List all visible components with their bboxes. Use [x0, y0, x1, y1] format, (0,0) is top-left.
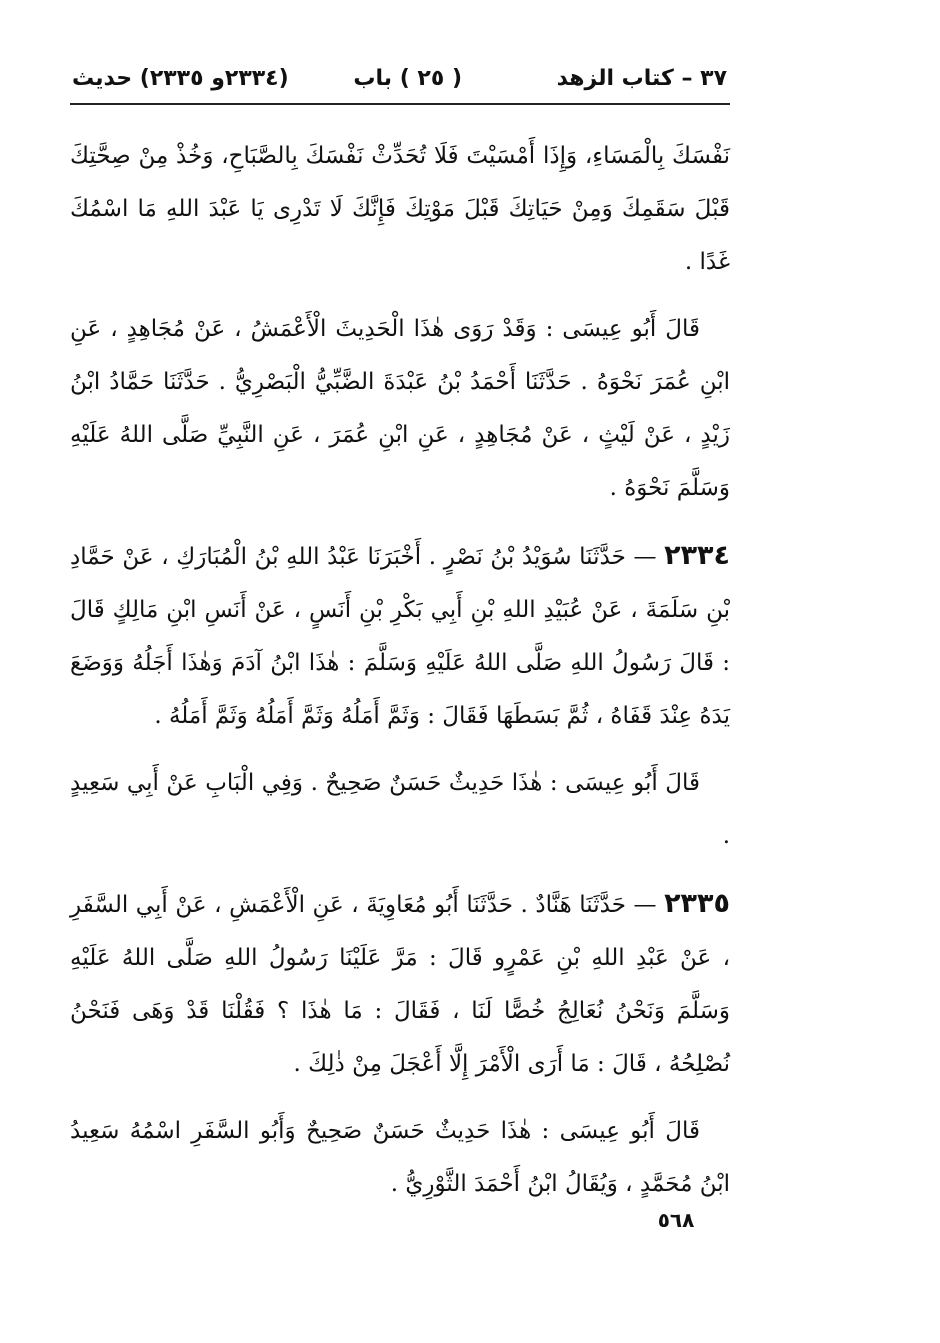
- hadith-2335: [70, 877, 730, 1091]
- chapter-title: ٣٧ – كتاب الزهد: [556, 66, 727, 91]
- running-header: [72, 62, 727, 102]
- paragraph-text: نَفْسَكَ بِالْمَسَاءِ، وَإِذَا أَمْسَيْتَ فَلَا تُحَدِّثْ نَفْسَكَ بِالصَّبَاحِ، وَخُذْ مِنْ صِحَّتِكَ قَبْلَ سَقَمِكَ وَمِنْ حَيَاتِكَ قَبْلَ مَوْتِكَ فَإِنَّكَ لَا تَدْرِى يَا عَبْدَ اللهِ مَا اسْمُكَ غَدًا .: [70, 143, 730, 275]
- paragraph-commentary: [70, 303, 730, 515]
- paragraph-text: قَالَ أَبُو عِيسَى : وَقَدْ رَوَى هٰذَا الْحَدِيثَ الْأَعْمَشُ ، عَنْ مُجَاهِدٍ ، عَنِ ابْنِ عُمَرَ نَحْوَهُ . حَدَّثَنَا أَحْمَدُ بْنُ عَبْدَةَ الضَّبِّيُّ الْبَصْرِيُّ . حَدَّثَنَا حَمَّادُ ابْنُ زَيْدٍ ، عَنْ لَيْثٍ ، عَنْ مُجَاهِدٍ ، عَنِ ابْنِ عُمَرَ ، عَنِ النَّبِيِّ صَلَّى اللهُ عَلَيْهِ وَسَلَّمَ نَحْوَهُ .: [70, 316, 730, 501]
- header-rule: [70, 103, 730, 105]
- page-number: ٥٦٨: [657, 1208, 695, 1232]
- hadith-2334: [70, 529, 730, 743]
- hadith-number: ٢٣٣٥: [664, 888, 730, 919]
- bab-label: ( ٢٥ ) باب: [353, 66, 462, 91]
- body-text: [70, 130, 730, 1225]
- paragraph-commentary: [70, 757, 730, 863]
- paragraph-text: قَالَ أَبُو عِيسَى : هٰذَا حَدِيثٌ حَسَنٌ صَحِيحٌ . وَفِي الْبَابِ عَنْ أَبِي سَعِيدٍ .: [70, 770, 730, 849]
- hadith-number: ٢٣٣٤: [664, 540, 731, 571]
- paragraph-commentary: [70, 1105, 730, 1211]
- hadith-range: (٢٣٣٤و ٢٣٣٥) حديث: [72, 66, 289, 91]
- paragraph-text: — حَدَّثَنَا هَنَّادٌ . حَدَّثَنَا أَبُو مُعَاوِيَةَ ، عَنِ الْأَعْمَشِ ، عَنْ أَبِي السَّفَرِ ، عَنْ عَبْدِ اللهِ بْنِ عَمْرٍو قَالَ : مَرَّ عَلَيْنَا رَسُولُ اللهِ صَلَّى اللهُ عَلَيْهِ وَسَلَّمَ وَنَحْنُ نُعَالِجُ خُصًّا لَنَا ، فَقَالَ : مَا هٰذَا ؟ فَقُلْنَا قَدْ وَهَى فَنَحْنُ نُصْلِحُهُ ، قَالَ : مَا أَرَى الْأَمْرَ إِلَّا أَعْجَلَ مِنْ ذٰلِكَ .: [70, 892, 730, 1077]
- paragraph-text: قَالَ أَبُو عِيسَى : هٰذَا حَدِيثٌ حَسَنٌ صَحِيحٌ وَأَبُو السَّفَرِ اسْمُهُ سَعِيدُ ابْنُ مُحَمَّدٍ ، وَيُقَالُ ابْنُ أَحْمَدَ الثَّوْرِيُّ .: [70, 1118, 730, 1197]
- paragraph-text: — حَدَّثَنَا سُوَيْدُ بْنُ نَصْرٍ . أَخْبَرَنَا عَبْدُ اللهِ بْنُ الْمُبَارَكِ ، عَنْ حَمَّادِ بْنِ سَلَمَةَ ، عَنْ عُبَيْدِ اللهِ بْنِ أَبِي بَكْرِ بْنِ أَنَسٍ ، عَنْ أَنَسِ ابْنِ مَالِكٍ قَالَ : قَالَ رَسُولُ اللهِ صَلَّى اللهُ عَلَيْهِ وَسَلَّمَ : هٰذَا ابْنُ آدَمَ وَهٰذَا أَجَلُهُ وَوَضَعَ يَدَهُ عِنْدَ قَفَاهُ ، ثُمَّ بَسَطَهَا فَقَالَ : وَثَمَّ أَمَلُهُ وَثَمَّ أَمَلُهُ وَثَمَّ أَمَلُهُ .: [70, 544, 730, 729]
- paragraph-continuation: [70, 130, 730, 289]
